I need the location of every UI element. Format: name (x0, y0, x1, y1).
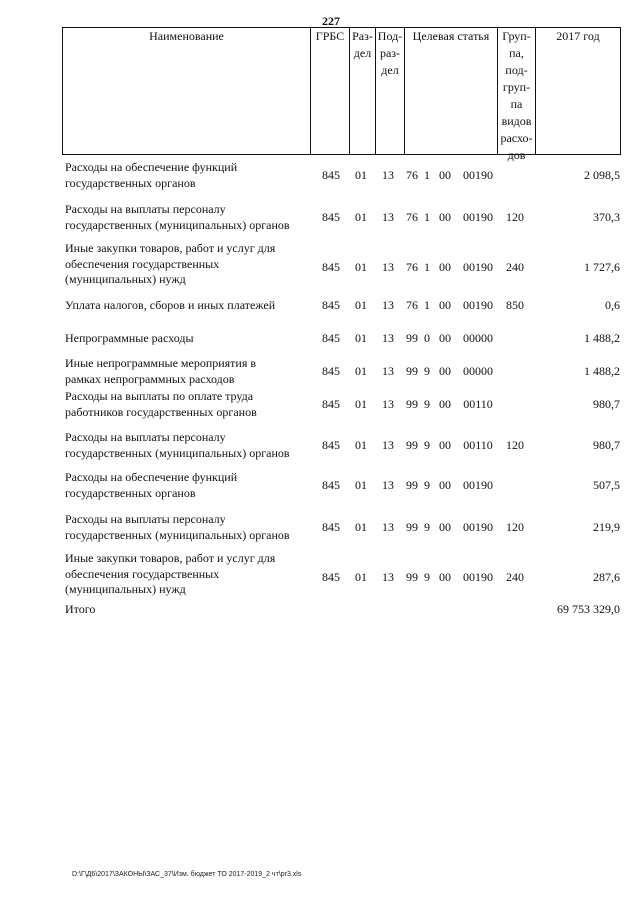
row-razdel: 01 (355, 210, 367, 224)
row-t2: 9 (424, 520, 430, 534)
row-amount: 507,5 (593, 478, 620, 492)
row-t1: 99 (406, 570, 418, 584)
row-grbs: 845 (322, 478, 340, 492)
row-t4: 00000 (463, 364, 493, 378)
row-podrazdel: 13 (382, 331, 394, 345)
header-group: Груп- па, под- груп- па видов расхо- дов (500, 29, 533, 162)
row-t3: 00 (439, 210, 451, 224)
row-podrazdel: 13 (382, 210, 394, 224)
row-amount: 1 488,2 (584, 364, 620, 378)
row-group: 120 (506, 520, 524, 534)
row-t2: 9 (424, 364, 430, 378)
row-podrazdel: 13 (382, 168, 394, 182)
row-name: Иные непрограммные мероприятия в рамках непрограммных расходов (65, 356, 257, 386)
row-amount: 980,7 (593, 438, 620, 452)
row-name: Расходы на обеспечение функций государственных органов (65, 470, 238, 500)
header-grbs: ГРБС (315, 29, 345, 43)
row-t3: 00 (439, 520, 451, 534)
row-t2: 9 (424, 397, 430, 411)
row-grbs: 845 (322, 168, 340, 182)
header-razdel: Раз- дел (352, 29, 373, 60)
row-podrazdel: 13 (382, 520, 394, 534)
row-group: 240 (506, 570, 524, 584)
row-podrazdel: 13 (382, 438, 394, 452)
row-t2: 9 (424, 478, 430, 492)
row-t4: 00190 (463, 298, 493, 312)
row-amount: 1 727,6 (584, 260, 620, 274)
row-t2: 1 (424, 260, 430, 274)
row-t3: 00 (439, 168, 451, 182)
row-amount: 287,6 (593, 570, 620, 584)
row-amount: 980,7 (593, 397, 620, 411)
row-t4: 00110 (463, 397, 493, 411)
row-t1: 99 (406, 438, 418, 452)
row-name: Уплата налогов, сборов и иных платежей (65, 298, 276, 312)
header-group-cell (498, 28, 536, 162)
row-name: Расходы на выплаты по оплате труда работников государственных органов (65, 389, 257, 419)
row-amount: 1 488,2 (584, 331, 620, 345)
row-grbs: 845 (322, 298, 340, 312)
total-label: Итого (65, 602, 96, 616)
row-t4: 00190 (463, 210, 493, 224)
row-razdel: 01 (355, 364, 367, 378)
header-podrazdel-cell (376, 28, 405, 154)
row-t1: 76 (406, 168, 418, 182)
row-name: Расходы на обеспечение функций государственных органов (65, 160, 238, 190)
row-name: Иные закупки товаров, работ и услуг для обеспечения государственных (муниципальных) нужд (65, 551, 276, 596)
row-t1: 99 (406, 478, 418, 492)
row-group: 850 (506, 298, 524, 312)
row-group: 120 (506, 438, 524, 452)
row-grbs: 845 (322, 210, 340, 224)
header-razdel-cell (350, 28, 376, 154)
row-t1: 99 (406, 397, 418, 411)
row-name: Расходы на выплаты персоналу государственных (муниципальных) органов (65, 202, 290, 232)
row-grbs: 845 (322, 331, 340, 345)
row-podrazdel: 13 (382, 364, 394, 378)
row-podrazdel: 13 (382, 260, 394, 274)
row-grbs: 845 (322, 260, 340, 274)
row-grbs: 845 (322, 397, 340, 411)
row-t3: 00 (439, 397, 451, 411)
row-name: Расходы на выплаты персоналу государственных (муниципальных) органов (65, 430, 290, 460)
row-grbs: 845 (322, 520, 340, 534)
row-grbs: 845 (322, 364, 340, 378)
header-grbs-cell (311, 28, 350, 154)
header-target: Целевая статья (412, 29, 490, 43)
row-podrazdel: 13 (382, 397, 394, 411)
row-t4: 00110 (463, 438, 493, 452)
row-t3: 00 (439, 364, 451, 378)
row-amount: 370,3 (593, 210, 620, 224)
row-t3: 00 (439, 298, 451, 312)
row-t1: 76 (406, 260, 418, 274)
row-t3: 00 (439, 260, 451, 274)
row-podrazdel: 13 (382, 478, 394, 492)
row-t2: 9 (424, 438, 430, 452)
row-t4: 00190 (463, 520, 493, 534)
row-t4: 00190 (463, 478, 493, 492)
row-t1: 76 (406, 298, 418, 312)
row-name: Иные закупки товаров, работ и услуг для обеспечения государственных (муниципальных) нужд (65, 241, 276, 286)
row-t3: 00 (439, 438, 451, 452)
file-path-footer: D:\Г\Д6\2017\ЗАКОНЫ\ЗАС_37\Изм. бюджет ТО 2017-2019_2 чт\pr3.xls (72, 871, 302, 878)
row-t3: 00 (439, 478, 451, 492)
page-number: 227 (322, 14, 340, 28)
header-name-cell (63, 28, 311, 154)
row-t2: 9 (424, 570, 430, 584)
row-razdel: 01 (355, 298, 367, 312)
header-year: 2017 год (556, 29, 600, 43)
row-amount: 219,9 (593, 520, 620, 534)
row-t1: 99 (406, 520, 418, 534)
row-razdel: 01 (355, 438, 367, 452)
table-header (62, 27, 621, 162)
row-t2: 0 (424, 331, 430, 345)
row-razdel: 01 (355, 331, 367, 345)
row-name: Расходы на выплаты персоналу государственных (муниципальных) органов (65, 512, 290, 542)
header-podrazdel: Под- раз- дел (377, 29, 403, 77)
row-t1: 99 (406, 331, 418, 345)
row-t2: 1 (424, 168, 430, 182)
row-t4: 00190 (463, 570, 493, 584)
row-t3: 00 (439, 331, 451, 345)
row-razdel: 01 (355, 397, 367, 411)
row-t1: 76 (406, 210, 418, 224)
row-podrazdel: 13 (382, 298, 394, 312)
row-group: 120 (506, 210, 524, 224)
row-t4: 00190 (463, 260, 493, 274)
row-t2: 1 (424, 298, 430, 312)
row-razdel: 01 (355, 260, 367, 274)
row-t1: 99 (406, 364, 418, 378)
row-podrazdel: 13 (382, 570, 394, 584)
row-razdel: 01 (355, 168, 367, 182)
row-grbs: 845 (322, 438, 340, 452)
total-amount: 69 753 329,0 (557, 602, 620, 616)
header-name: Наименование (149, 29, 224, 43)
row-t4: 00190 (463, 168, 493, 182)
row-razdel: 01 (355, 478, 367, 492)
row-amount: 0,6 (605, 298, 620, 312)
row-group: 240 (506, 260, 524, 274)
row-razdel: 01 (355, 520, 367, 534)
row-t3: 00 (439, 570, 451, 584)
header-year-cell (536, 28, 620, 154)
row-razdel: 01 (355, 570, 367, 584)
header-target-cell (405, 28, 498, 154)
row-name: Непрограммные расходы (65, 331, 194, 345)
row-t2: 1 (424, 210, 430, 224)
row-grbs: 845 (322, 570, 340, 584)
row-t4: 00000 (463, 331, 493, 345)
row-amount: 2 098,5 (584, 168, 620, 182)
